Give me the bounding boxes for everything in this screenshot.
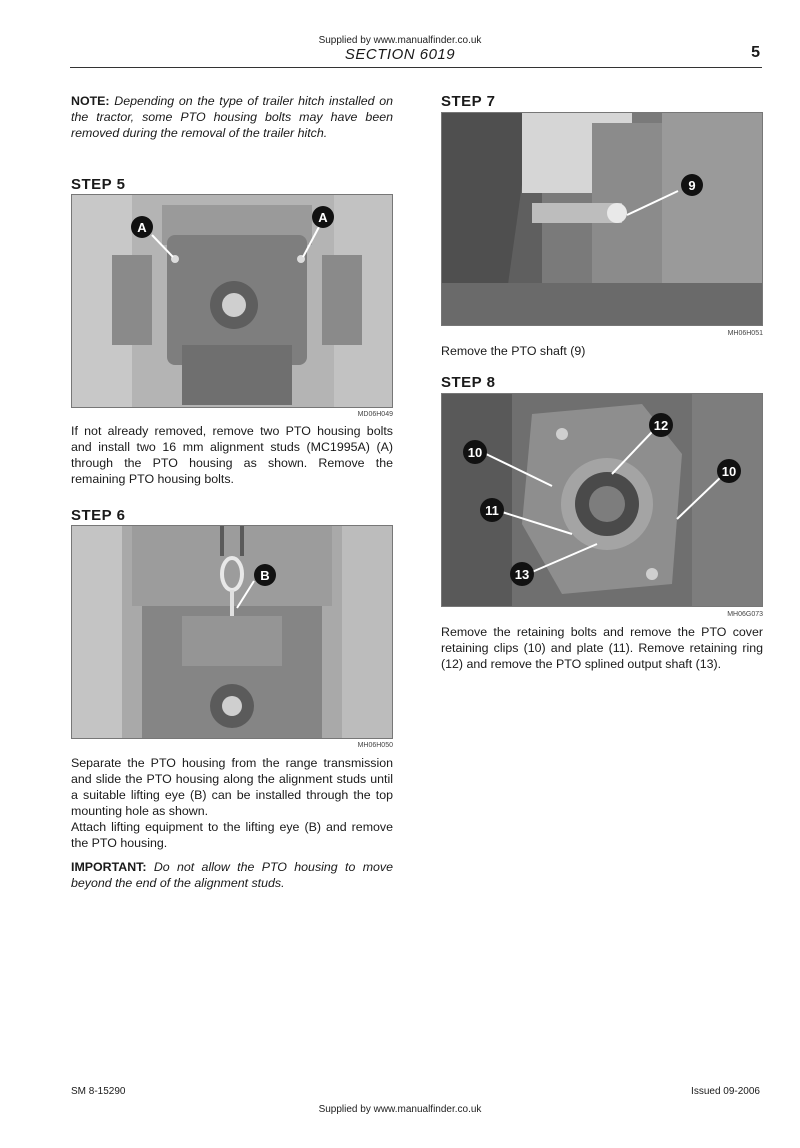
svg-text:10: 10	[721, 464, 737, 479]
footer-supplied-by: Supplied by www.manualfinder.co.uk	[318, 1104, 482, 1115]
step5-figure-code: MD06H049	[357, 411, 393, 418]
step6-text-2: Attach lifting equipment to the lifting eye (B) and remove the PTO housing.	[71, 820, 393, 850]
note-lead: NOTE:	[71, 94, 110, 108]
callout-12	[649, 413, 673, 437]
svg-text:12: 12	[653, 418, 669, 433]
callout-10-right	[717, 459, 741, 483]
svg-text:9: 9	[688, 178, 696, 193]
page-number: 5	[751, 44, 760, 61]
callout-11	[480, 498, 504, 522]
svg-text:A: A	[318, 210, 328, 225]
header-supplied-by: Supplied by www.manualfinder.co.uk	[318, 35, 482, 46]
callout-b	[254, 564, 276, 586]
section-title: SECTION 6019	[344, 46, 456, 63]
callout-9	[681, 174, 703, 196]
svg-text:13: 13	[514, 567, 530, 582]
step6-title: STEP 6	[71, 507, 126, 524]
step8-body	[441, 624, 763, 672]
svg-text:11: 11	[485, 503, 499, 518]
note-text: Depending on the type of trailer hitch installed on the tractor, some PTO housing bolts may have been removed during the removal of the trailer hitch.	[71, 94, 393, 140]
step5-text: If not already removed, remove two PTO housing bolts and install two 16 mm alignment studs (MC1995A) (A) through the PTO housing as shown. Remove the remaining PTO housing bolts.	[71, 424, 393, 486]
callout-10-left	[463, 440, 487, 464]
step8-title: STEP 8	[441, 374, 496, 391]
footer-doc-id: SM 8-15290	[71, 1086, 126, 1097]
step7-photo	[441, 112, 763, 326]
step5-title: STEP 5	[71, 176, 126, 193]
important-text: Do not allow the PTO housing to move beyond the end of the alignment studs.	[71, 860, 393, 890]
svg-text:A: A	[137, 220, 147, 235]
step8-text: Remove the retaining bolts and remove the PTO cover retaining clips (10) and plate (11). Remove retaining ring (12) and remove the PTO splined output shaft (13).	[441, 625, 763, 671]
step8-photo	[441, 393, 763, 607]
step6-text-1: Separate the PTO housing from the range transmission and slide the PTO housing along the alignment studs until a suitable lifting eye (B) can be installed through the top mounting hole as shown.	[71, 756, 393, 818]
step7-body	[441, 343, 763, 359]
note-block	[71, 93, 393, 141]
callout-a-left	[131, 216, 153, 238]
step8-figure-code: MH06G073	[727, 611, 763, 618]
step5-body	[71, 423, 393, 487]
callout-13	[510, 562, 534, 586]
footer-issued: Issued 09-2006	[691, 1086, 760, 1097]
step6-important	[71, 859, 393, 891]
header-rule	[70, 67, 762, 68]
step7-figure-code: MH06H051	[727, 330, 763, 337]
step7-title: STEP 7	[441, 93, 496, 110]
step5-photo	[71, 194, 393, 408]
step6-body	[71, 755, 393, 891]
step6-photo	[71, 525, 393, 739]
svg-text:B: B	[260, 568, 270, 583]
callout-a-right	[312, 206, 334, 228]
step7-text: Remove the PTO shaft (9)	[441, 344, 586, 358]
important-lead: IMPORTANT:	[71, 860, 147, 874]
step6-figure-code: MH06H050	[357, 742, 393, 749]
svg-text:10: 10	[467, 445, 483, 460]
note-paragraph	[71, 93, 393, 141]
